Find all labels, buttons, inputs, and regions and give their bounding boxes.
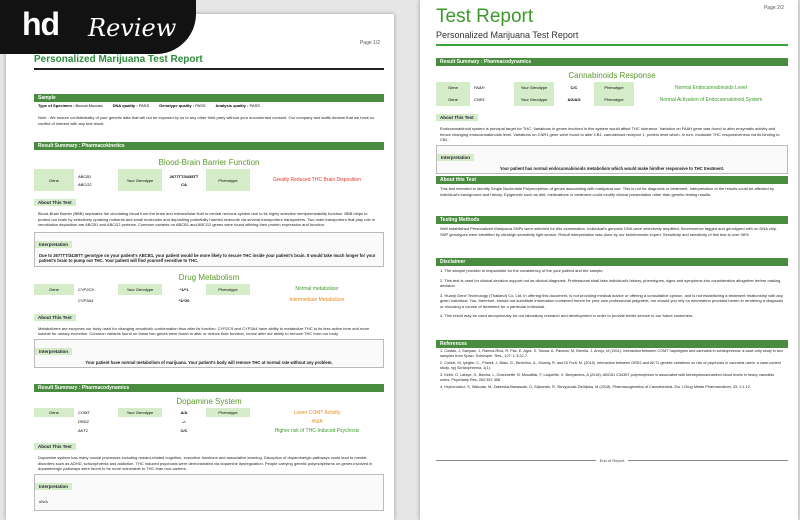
cyp3a4-result: Intermediate Metabolizer [289,297,345,303]
logo-hd: hd [22,6,60,42]
gene-label: Gene [34,408,74,417]
gene-cyp2c9: CYP2C9 [78,286,94,292]
gene-cnr1: CNR1 [474,97,485,102]
disclaimer-item: 2. This test is used for clinical decision support not as clinical diagnosis. Professional shall take individual's history, phenotypes, signs and symptoms into consideration altogether before making decision. [440,277,781,288]
gene-faah: FAAH [474,85,485,90]
about-body: This test intended to identify Single Nucleotide Polymorphism of genes associating with marijuana use. This is not for diagnosis or treatment. Interpretation of the results could be affected by individual's background and history. Epigenetic such as diet, medications or treatment could modify clinical presentation other than genetic testing results. [440,186,775,197]
gene-drd2: DRD2 [78,419,89,424]
gene-label: Gene [436,93,470,106]
references-section [436,340,788,391]
genotype-drd2: -/- [182,419,186,424]
genotype-label: Your Genotype [514,82,554,93]
end-of-report [436,458,788,463]
genotype-label: Your Genotype [118,284,162,295]
gene-comt: COMT [78,410,90,415]
dopamine-gene-row-1 [34,408,384,417]
bbb-phenotype-result: Greatly Reduced THC Brain Disposition [272,177,361,183]
bbb-interpretation: Due to 2677TT/3435TT genotype on your patient's ABCB1, your patient would be more likely to secure THC inside your patient's brain. It would take much longer for your patient's brain to pump out THC. Your patient will find yourself sensitive to THC. [39,252,376,263]
methods-section [436,216,788,239]
dopamine-title: Dopamine System [176,397,242,406]
interpretation-label: Interpretation [35,483,72,490]
report-page-1 [6,14,394,520]
gene-cyp3a4: CYP3A4 [78,297,94,303]
about-this-test-label: About This Test [34,314,76,321]
page-number: Page 1/2 [359,40,380,46]
interpretation-label: Interpretation [437,154,474,161]
logo-review: Review [88,14,177,42]
gene-label: Gene [34,169,74,191]
genotype-abcg2: CA [181,181,187,187]
drug-gene-row-1 [34,284,384,295]
phenotype-label: Phenotype [594,82,634,93]
specimen-value: Buccal Mucosa [75,103,103,108]
bbb-gene-row [34,169,384,191]
drug-gene-row-2 [34,295,384,306]
disclaimer-item: 4. This result may be used anonymously for our laboratory research and development in order to provide better service to our future customers. [440,313,694,318]
report-subtitle: Personalized Marijuana Test Report [436,30,579,40]
phenotype-label: Phenotype [206,284,250,295]
end-divider-right [628,460,788,461]
end-divider-left [436,460,596,461]
genotype-cyp2c9: *1/*1 [179,286,189,292]
drug-body: Metabolizers are enzymes our body used for changing xenobiotic conformation thus alter its function. CYP2C9 and CYP3A4 have ability to metabolize THC to its less active form and more soluble for urinary excretion. Common variants found on these two genes were found to alter or reduce their function, hence alter our ability to remove THC form our body. [38,325,370,336]
cannabinoids-body: Endocannabinoid system is principal target for THC. Variations in genes involved in this system would affect THC tolerance. Variation on FAAH gene was found to alter enzymatic activity and hence changing endocannabinoids level. Variations on CNR1 gene were found to alter CB1, cannabinoid receptor 1, protein level which, in turn, modulate THC responsiveness via its binding to CB1. [440,126,780,142]
phenotype-label: Phenotype [594,93,634,106]
genotype-cyp3a4: *1/*20 [178,297,190,303]
gene-akt1: AKT1 [78,428,89,433]
pharmacodynamics-header: Result Summary : Pharmacodynamics [436,58,788,66]
reference-item: 1. Costas, J, Sanjuán, J, Ramos-Ríos, R, Paz, E, Agra, S, Tolosa, A, Páramo, M, Brenlla, J, Arrojo, M (2011): Interaction between COMT haplotypes and cannabis in schizophrenia: a case-only study in two samples from Spain. Schizophr. Res., 127: 1-3:22-7. [440,349,783,358]
about-this-test-label: About This Test [34,443,76,450]
report-title: Personalized Marijuana Test Report [34,54,203,65]
interpretation-label: Interpretation [35,241,72,248]
comt-result: Lower COMT Activity [293,409,341,416]
methods-header: Testing Methods [436,216,788,224]
genotype-quality-value: PASS [195,103,206,108]
title-divider [34,68,384,70]
cnr1-result: Normal Activation of Endocannabinoid System [659,96,763,103]
dopamine-gene-row-3 [34,426,384,435]
bbb-body: Blood-Brain Barrier (BBB) separates the circulating blood from the brain and extracellular fluid in central nervous system due to its highly selective semipermeability function. BBB helps to protect our brain by selectively uptaking nutrients and small molecules and depositing potentially harmful molecule via several transporters transporters. Two main transporters that play role in xenobiotics deposition are ABCB1 and ABCG2 proteins. Common variants on ABCB1 and ABCG2 genes were found altering their protein expression and function. [38,211,375,227]
bbb-genes [74,174,118,187]
cannabinoids-interpretation: Your patient has normal endocannabinoids metabolism which would make him/her responsive to THC treatment. [499,165,725,171]
pharmacokinetics-section [34,142,384,368]
gene-abcb1: ABCB1 [78,173,92,179]
reference-item: 2. Colizzi, M, Iyegbe, C., Powell, J, Blasi, G., Bertolino, A., Murray, R. and Di Forti, M. (2015). Interaction between DRD2 and AKT1 genetic variations on risk of psychosis in cannabis users: a case-control study. npj Schizophrenia, 1(1). [440,361,781,370]
gene-abcg2: ABCG2 [78,181,92,187]
page-number: Page 2/2 [763,5,784,11]
phenotype-label: Phenotype [206,169,250,191]
dopamine-gene-row-2 [34,417,384,426]
genotype-label: Your Genotype [118,169,162,191]
about-section [436,176,788,199]
specimen-label: Type of Specimen : [38,103,75,108]
drug-metabolism-title: Drug Metabolism [178,272,240,282]
disclaimer-item: 1. The sample provider is responsible for the consistency of the your patient and the sample. [440,268,604,273]
genotype-label: Your Genotype [118,408,162,417]
analysis-value: PASS [249,103,260,108]
reference-item: 3. Kebir, O, Lafaye, G, Blecha, L, Chaumette, B, Mouaffak, F, Laqueille, X, Benyamina, A (2018). ABCB1 C3435T polymorphism is associated with tetrahydrocannabinol blood levels in heavy cannabis users. Psychiatry Res, 262:357-358. [440,373,775,382]
cannabinoid-gene-row-2 [436,93,788,106]
dna-label: DNA quality : [112,103,138,108]
drd2-result: #N/A [311,418,323,425]
pharmacokinetics-header: Result Summary : Pharmacokinetics [34,142,384,150]
faah-result: Normal Endocannabinoids Level [675,84,747,91]
drug-interpretation: Your patient have normal metabolism of marijuana. Your patient's body will remove THC at normal rate without any problem. [85,359,333,365]
pharmacodynamics-header: Result Summary : Pharmacodynamics [34,384,384,392]
about-header: About this Test [436,176,788,184]
genotype-abcb1: 2677TT/3435TT [169,173,199,179]
disclaimer-header: Disclaimer [436,258,788,266]
cyp2c9-result: Normal metabolizer [295,286,339,292]
analysis-label: Analysis quality : [215,103,249,108]
sample-header: Sample [34,94,384,102]
hd-review-logo [0,0,196,54]
heading-divider [436,44,788,46]
gene-label: Gene [34,284,74,295]
interpretation-label: Interpretation [35,348,72,355]
sample-section [34,94,384,128]
disclaimer-item: 3. Huanji Gene Technology (Thailand) Co. Ltd. In offering this document, is not providing medical advice or offering a consultative opinion, and is not establishing a treatment relationship with any given individual. You, therefore, should not substitute information contained herein for your own professional judgment, nor should you rely on information provided herein in rendering a diagnosis or choosing a course of treatment for a particular individual. [440,292,784,309]
note-text: Note : We ensure confidentiality of your genetic data that will not be exposed by us to any other third party without your documented consent. Our company and staffs declare that we have no conflict of interest with any test result. [38,115,375,126]
pharmacodynamics-section [34,384,384,511]
gene-label: Gene [436,82,470,93]
bbb-title: Blood-Brain Barrier Function [158,158,260,167]
cannabinoid-gene-row-1 [436,82,788,93]
about-this-test-label: About This Test [436,114,478,121]
drug-interpretation-box [34,339,384,369]
cannabinoids-section [436,58,788,174]
methods-body: Well established Personalized Marijuana SNPs were selected for this examination. Individual's genomic DNA were selectively amplified, fluorescence tagged and genotyped with on DNA chip. SNP genotypes were identified by ultrahigh sensitivity light sensor. Result interpretation was done by our bioinformatic expert. Sensitivity and sensitivity of this test is over 98%. [440,226,778,237]
report-page-2 [420,0,798,520]
bbb-interpretation-box [34,232,384,267]
disclaimer-section [436,258,788,321]
bbb-genotypes [162,174,206,187]
genotype-quality-label: Genotype quality : [159,103,195,108]
genotype-cnr1: AG/AG [567,97,581,102]
akt1-result: Higher risk of THC-Induced Psychosis [274,427,360,434]
genotype-faah: C/C [570,85,578,90]
sample-meta [34,102,384,109]
dopamine-body: Dopamine system has many crucial processes including reward-related cognition, executive functions and associative learning. Disruption of dopaminergic pathways could lead to mental disorders such as ADHD, schizophrenia and addiction. THC induced psychosis were demonstrated via dopamine dysregulation. People carrying genetic polymorphisms on genes involved in dopaminergic pathways were found to be more vulnerable to THC than non-carriers. [38,455,373,471]
reference-item: 4. Hryhorowicz, S, Walczak, M, Zakerska-Banaszak, O, SĄłomski, R, Skrzypczak-ZieliĄska, M (2018). Pharmacogenetics of Cannabinoids. Eur J Drug Metab Pharmacokinet, 43: 1:1-12. [440,385,751,389]
end-of-report-label: End of Report [599,458,625,463]
report-heading: Test Report [436,6,534,27]
cannabinoids-interpretation-box [436,145,788,175]
references-header: References [436,340,788,348]
cannabinoids-title: Cannabinoids Response [568,71,656,80]
genotype-label: Your Genotype [514,93,554,106]
genotype-comt: A/A [180,410,188,415]
dopamine-interpretation: #N/A [39,498,48,504]
dna-value: PASS [138,103,150,108]
genotype-akt1: C/C [180,428,188,433]
dopamine-interpretation-box [34,474,384,512]
about-this-test-label: About This Test [34,199,76,206]
phenotype-label: Phenotype [206,408,250,417]
